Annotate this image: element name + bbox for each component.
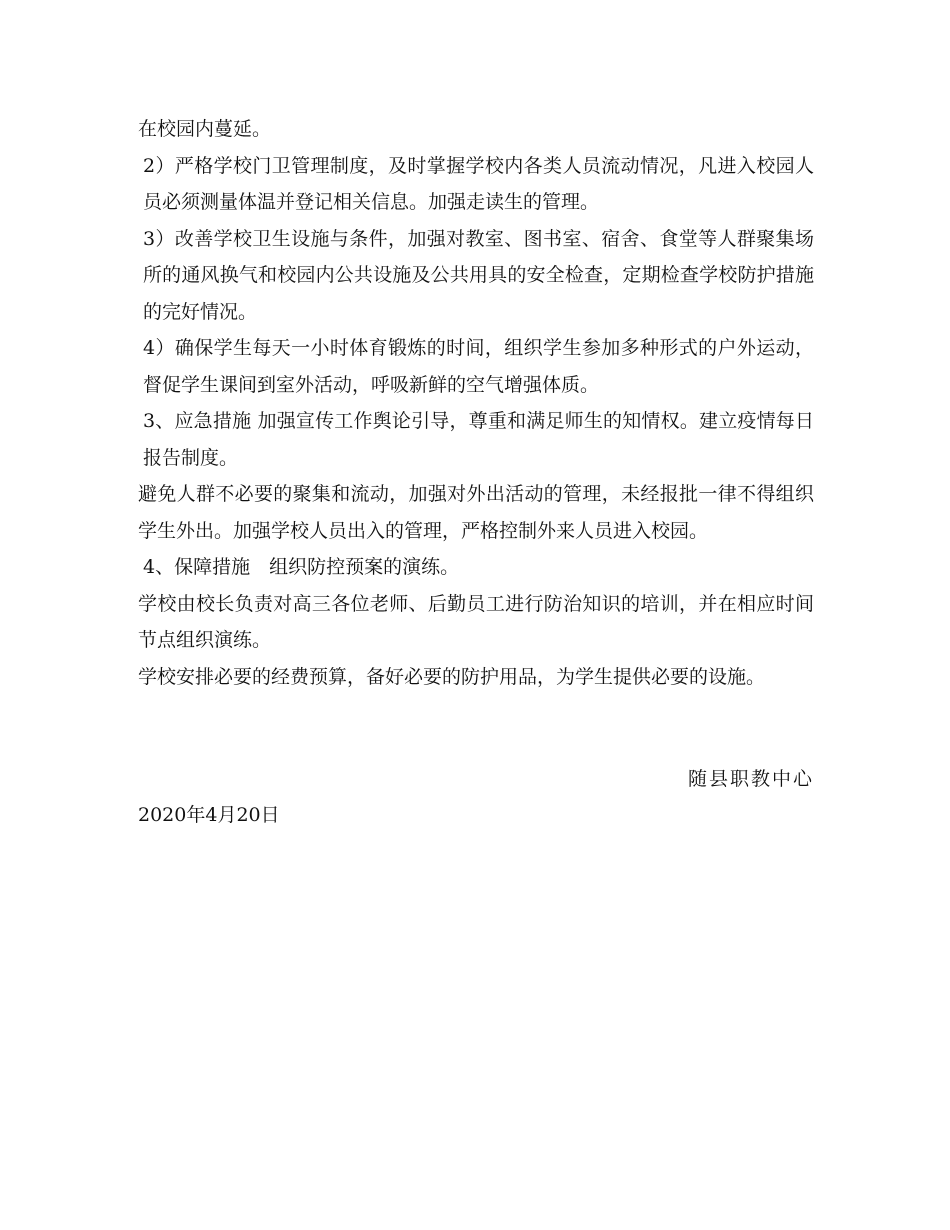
paragraph-emergency-measures: 3、应急措施 加强宣传工作舆论引导，尊重和满足师生的知情权。建立疫情每日报告制度。 xyxy=(143,410,814,469)
paragraph-safeguard-measures: 4、保障措施 组织防控预案的演练。 xyxy=(143,556,460,578)
signature-organization: 随县职教中心 xyxy=(687,768,814,790)
paragraph-avoid-gathering: 避免人群不必要的聚集和流动，加强对外出活动的管理，未经报批一律不得组织学生外出。加强学校人员出入的管理，严格控制外来人员进入校园。 xyxy=(138,483,814,542)
paragraph-training: 学校由校长负责对高三各位老师、后勤员工进行防治知识的培训，并在相应时间节点组织演练。 xyxy=(138,592,814,651)
paragraph-budget: 学校安排必要的经费预算，备好必要的防护用品，为学生提供必要的设施。 xyxy=(138,665,766,688)
paragraph-continuation: 在校园内蔓延。 xyxy=(138,118,272,140)
paragraph-exercise: 4）确保学生每天一小时体育锻炼的时间，组织学生参加多种形式的户外运动，督促学生课间到室外活动，呼吸新鲜的空气增强体质。 xyxy=(143,337,814,396)
document-body xyxy=(138,111,814,695)
paragraph-sanitation: 3）改善学校卫生设施与条件，加强对教室、图书室、宿舍、食堂等人群聚集场所的通风换气和校园内公共设施及公共用具的安全检查，定期检查学校防护措施的完好情况。 xyxy=(143,227,814,323)
document-date: 2020年4月20日 xyxy=(138,804,280,826)
paragraph-gate-management: 2）严格学校门卫管理制度，及时掌握学校内各类人员流动情况，凡进入校园人员必须测量体温并登记相关信息。加强走读生的管理。 xyxy=(143,154,814,213)
